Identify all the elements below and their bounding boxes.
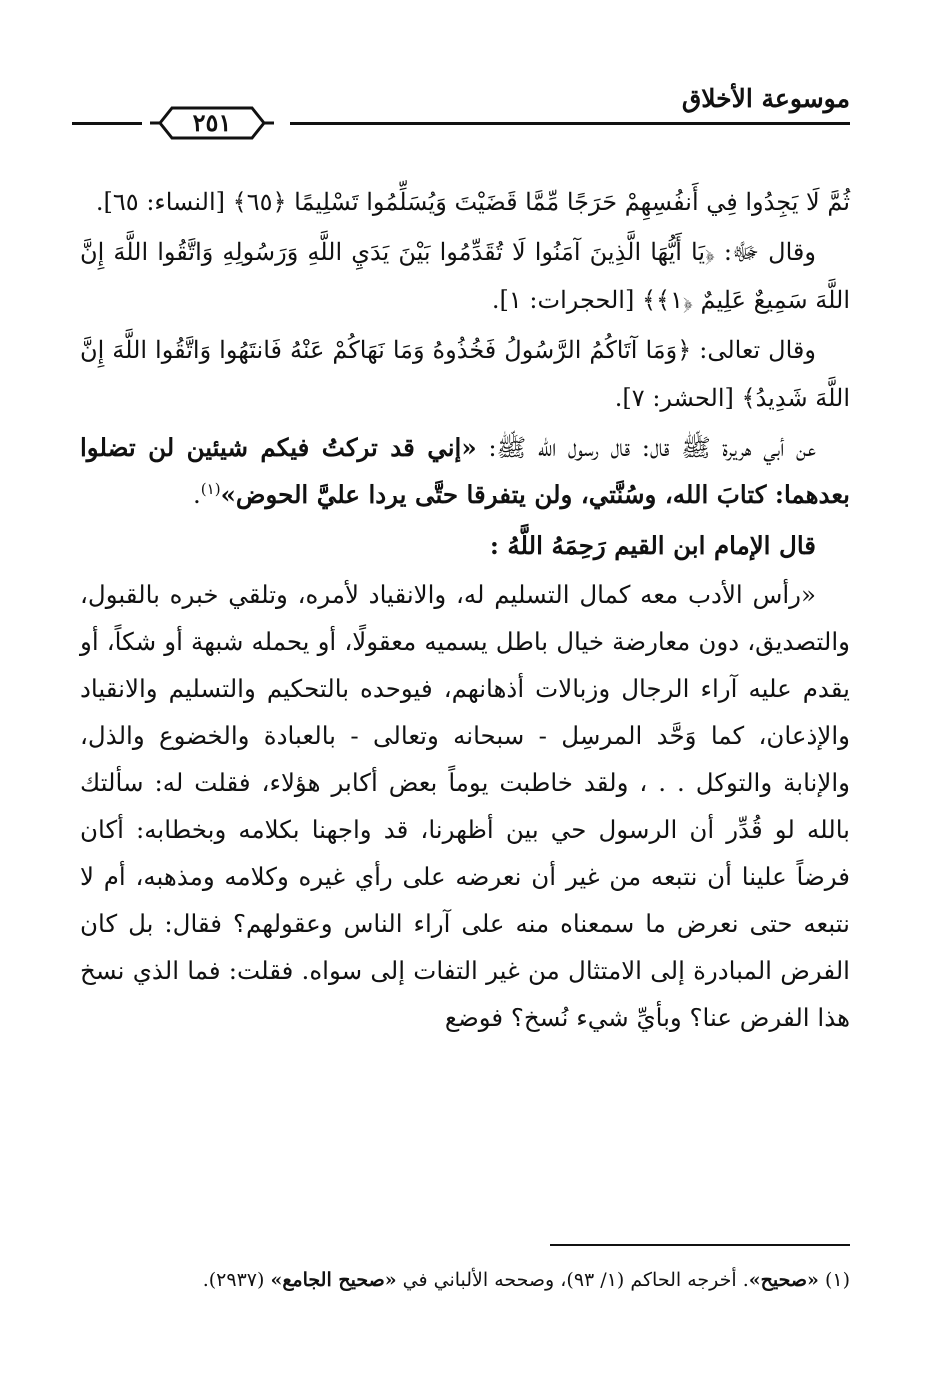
quran-verse-hashr: وقال تعالى: ﴿وَمَا آتَاكُمُ الرَّسُولُ فَخُذُوهُ وَمَا نَهَاكُمْ عَنْهُ فَانتَهُوا وَاتَّقُوا اللَّهَ إِنَّ اللَّهَ شَدِيدُ﴾ [الحشر: ٧]. [80, 336, 850, 412]
footnote-divider [550, 1244, 850, 1246]
footnote-text-2: (٢٩٣٧). [202, 1269, 271, 1291]
page-number-frame [150, 104, 274, 142]
hadith-paragraph [80, 424, 850, 518]
header-rule-right [290, 122, 850, 125]
section-heading: قال الإمام ابن القيم رَحِمَهُ اللَّهُ : [489, 531, 816, 560]
hadith-end: . [192, 480, 201, 509]
hadith-text: «إني قد تركتُ فيكم شيئين لن تضلوا بعدهما: كتابَ الله، وسُنَّتي، ولن يتفرقا حتَّى يردا عليَّ الحوض» [80, 433, 850, 509]
footnote-ref[interactable]: (١) [200, 479, 221, 498]
hadith-intro: عن أبي هريرة ﷺ قال: قال رسول الله ﷺ: [476, 433, 816, 462]
book-title: موسوعة الأخلاق [681, 84, 850, 113]
footnote-number: (١) [824, 1269, 850, 1291]
header-rule-left [72, 122, 142, 125]
page-header [72, 78, 850, 138]
page-number: ٢٥١ [192, 108, 232, 137]
quran-verse-hujurat: وقال ﷻ: ﴿يَا أَيُّهَا الَّذِينَ آمَنُوا لَا تُقَدِّمُوا بَيْنَ يَدَيِ اللَّهِ وَرَسُولِهِ وَاتَّقُوا اللَّهَ إِنَّ اللَّهَ سَمِيعٌ عَلِيمٌ ﴿١﴾﴾ [الحجرات: ١]. [80, 238, 850, 314]
quran-verse-nisa: ثُمَّ لَا يَجِدُوا فِي أَنفُسِهِمْ حَرَجًا مِّمَّا قَضَيْتَ وَيُسَلِّمُوا تَسْلِيمًا ﴿٦٥﴾ [النساء: ٦٥]. [95, 188, 850, 216]
footnote-text-1: . أخرجه الحاكم (١/ ٩٣)، وصححه الألباني في [396, 1269, 749, 1291]
footnote-source: «صحيح الجامع» [270, 1269, 397, 1291]
footnote-grade: «صحيح» [748, 1269, 819, 1291]
main-text [80, 178, 850, 1043]
quote-paragraph: «رأس الأدب معه كمال التسليم له، والانقياد لأمره، وتلقي خبره بالقبول، والتصديق، دون معارضة خيال باطل يسميه معقولًا، أو يحمله شبهة أو شكاً، أو يقدم عليه آراء الرجال وزبالات أذهانهم، فيوحده بالتحكيم والتسليم والانقياد والإذعان، كما وَحَّد المرسِل - سبحانه وتعالى - بالعبادة والخضوع والذل، والإنابة والتوكل . . ، ولقد خاطبت يوماً بعض أكابر هؤلاء، فقلت له: سألتك بالله لو قُدِّر أن الرسول حي بين أظهرنا، قد واجهنا بكلامه وبخطابه: أكان فرضاً علينا أن نتبعه من غير أن نعرضه على رأي غيره وكلامه ومذهبه، أم لا نتبعه حتى نعرض ما سمعناه منه على آراء الناس وعقولهم؟ فقال: بل كان الفرض المبادرة إلى الامتثال من غير التفات إلى سواه. فقلت: فما الذي نسخ هذا الفرض عنا؟ وبأيِّ شيء نُسخ؟ فوضع [80, 580, 850, 1032]
footnote [80, 1263, 850, 1297]
